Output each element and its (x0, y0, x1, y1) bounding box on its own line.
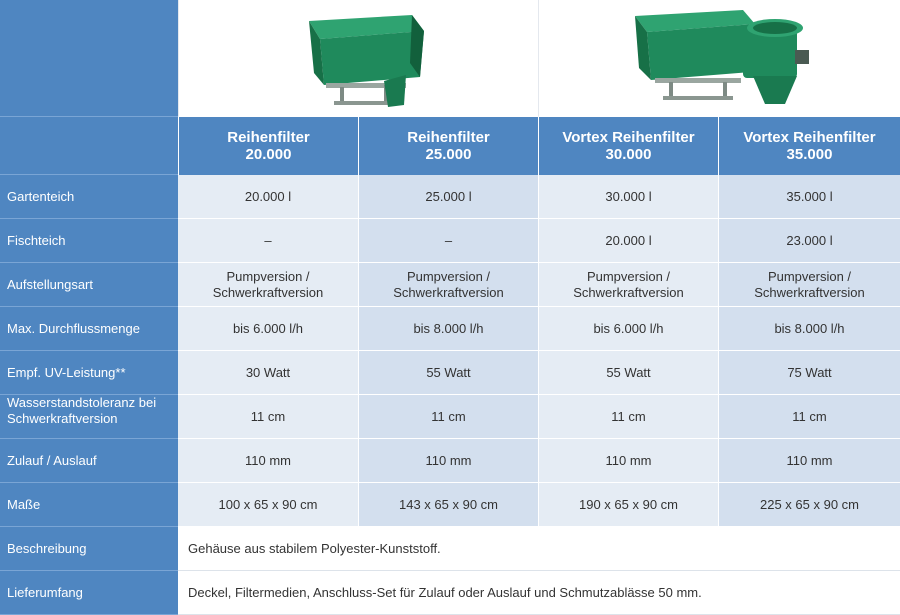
row-label-zulauf-auslauf: Zulauf / Auslauf (0, 439, 178, 483)
table-cell: 23.000 l (718, 219, 900, 263)
product-header-4 (718, 117, 900, 175)
product-name: Vortex Reihenfilter (743, 129, 876, 146)
product-image-reihenfilter (178, 0, 538, 117)
corner-label-cell (0, 0, 178, 117)
product-header-2 (358, 117, 538, 175)
table-cell: 11 cm (178, 395, 358, 439)
cell-line: Pumpversion / (767, 268, 852, 284)
table-cell: 110 mm (718, 439, 900, 483)
table-cell: 11 cm (538, 395, 718, 439)
table-cell: 30 Watt (178, 351, 358, 395)
table-cell: 20.000 l (538, 219, 718, 263)
cell-line: Schwerkraftversion (212, 284, 324, 300)
table-cell: 110 mm (538, 439, 718, 483)
cell-line: Pumpversion / (406, 268, 491, 284)
table-cell (538, 263, 718, 307)
vortex-filter-icon (625, 2, 815, 114)
product-header-1 (178, 117, 358, 175)
cell-line: Pumpversion / (226, 268, 310, 284)
row-label-durchflussmenge: Max. Durchflussmenge (0, 307, 178, 351)
description-text: Gehäuse aus stabilem Polyester-Kunststoff. (178, 527, 900, 571)
table-cell: 143 x 65 x 90 cm (358, 483, 538, 527)
table-cell: bis 6.000 l/h (178, 307, 358, 351)
row-label-beschreibung: Beschreibung (0, 527, 178, 571)
table-cell: 11 cm (358, 395, 538, 439)
filter-box-icon (284, 3, 434, 113)
product-size: 20.000 (245, 146, 292, 163)
delivery-scope-text: Deckel, Filtermedien, Anschluss-Set für Zulauf oder Auslauf und Schmutzablässe 50 mm. (178, 571, 900, 615)
product-header-3 (538, 117, 718, 175)
product-name: Reihenfilter (227, 129, 310, 146)
product-name: Reihenfilter (407, 129, 490, 146)
row-label-lieferumfang: Lieferumfang (0, 571, 178, 615)
cell-line: Schwerkraftversion (573, 284, 684, 300)
table-cell: – (358, 219, 538, 263)
table-cell: 25.000 l (358, 175, 538, 219)
table-cell: – (178, 219, 358, 263)
table-cell: 110 mm (358, 439, 538, 483)
table-cell: 75 Watt (718, 351, 900, 395)
table-cell: 30.000 l (538, 175, 718, 219)
product-size: 25.000 (425, 146, 472, 163)
cell-line: Schwerkraftversion (754, 284, 865, 300)
table-cell (358, 263, 538, 307)
table-cell: bis 8.000 l/h (358, 307, 538, 351)
row-label-aufstellungsart: Aufstellungsart (0, 263, 178, 307)
table-cell: 225 x 65 x 90 cm (718, 483, 900, 527)
table-cell: 110 mm (178, 439, 358, 483)
product-size: 30.000 (605, 146, 652, 163)
cell-line: Pumpversion / (586, 268, 671, 284)
table-cell: 35.000 l (718, 175, 900, 219)
table-cell: 55 Watt (358, 351, 538, 395)
row-label-gartenteich: Gartenteich (0, 175, 178, 219)
label-line: Wasserstandstoleranz bei (7, 395, 157, 410)
table-cell: bis 8.000 l/h (718, 307, 900, 351)
table-cell (178, 263, 358, 307)
table-cell: bis 6.000 l/h (538, 307, 718, 351)
table-cell: 20.000 l (178, 175, 358, 219)
product-image-vortex-reihenfilter (538, 0, 900, 117)
table-cell: 190 x 65 x 90 cm (538, 483, 718, 527)
row-label-masse: Maße (0, 483, 178, 527)
table-cell: 11 cm (718, 395, 900, 439)
row-label-wasserstandstoleranz (0, 395, 178, 439)
label-line: Schwerkraftversion (7, 411, 118, 426)
row-label-uv-leistung: Empf. UV-Leistung** (0, 351, 178, 395)
header-label-cell (0, 117, 178, 175)
cell-line: Schwerkraftversion (393, 284, 504, 300)
table-cell: 100 x 65 x 90 cm (178, 483, 358, 527)
row-label-fischteich: Fischteich (0, 219, 178, 263)
table-cell: 55 Watt (538, 351, 718, 395)
product-size: 35.000 (786, 146, 833, 163)
product-name: Vortex Reihenfilter (562, 129, 695, 146)
table-cell (718, 263, 900, 307)
